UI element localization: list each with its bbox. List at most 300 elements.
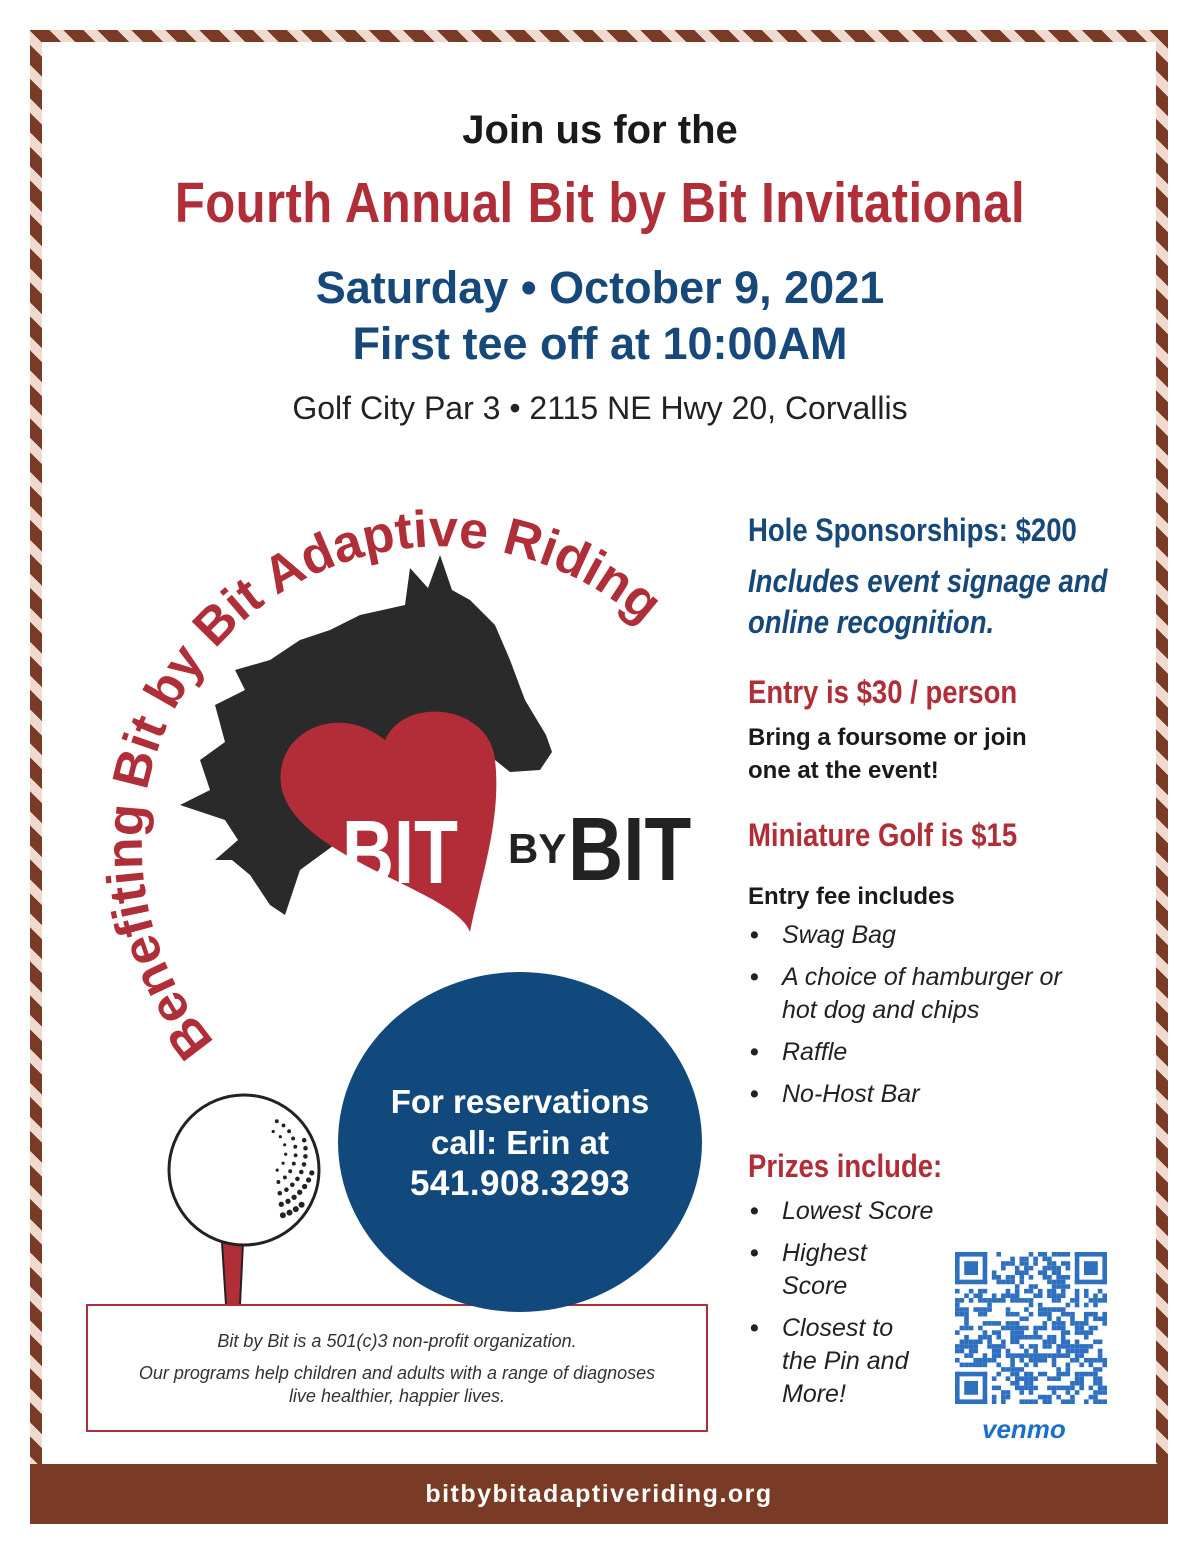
qr-module [1061, 1330, 1066, 1335]
qr-module [1001, 1280, 1006, 1285]
qr-module [1098, 1386, 1103, 1391]
qr-module [1089, 1330, 1094, 1335]
qr-module [1079, 1376, 1084, 1381]
qr-module [1024, 1363, 1029, 1368]
qr-module [992, 1321, 997, 1326]
qr-module [1075, 1252, 1080, 1284]
qr-module [1010, 1257, 1015, 1262]
qr-module [1079, 1349, 1084, 1354]
qr-module [1006, 1349, 1011, 1354]
qr-module [1084, 1372, 1089, 1377]
qr-module [969, 1289, 974, 1294]
qr-module [1001, 1261, 1006, 1266]
venmo-qr-code[interactable] [955, 1252, 1107, 1404]
qr-module [1010, 1312, 1015, 1317]
qr-module [955, 1358, 960, 1363]
mini-golf-heading: Miniature Golf is $15 [748, 817, 1018, 853]
qr-module [1066, 1386, 1071, 1391]
qr-module [978, 1307, 983, 1312]
qr-module [1056, 1266, 1061, 1271]
qr-module [1006, 1321, 1011, 1326]
qr-module [1010, 1340, 1015, 1345]
qr-module [1001, 1298, 1006, 1303]
qr-module [1043, 1266, 1048, 1271]
qr-module [1056, 1293, 1061, 1298]
qr-module [1010, 1381, 1015, 1386]
qr-module [1089, 1395, 1094, 1400]
qr-module [1052, 1358, 1057, 1363]
qr-module [992, 1353, 997, 1358]
qr-module [964, 1363, 969, 1368]
qr-module [1043, 1344, 1048, 1349]
qr-module [1070, 1386, 1075, 1391]
qr-module [1010, 1298, 1015, 1303]
list-item: • Raffle [748, 1036, 1158, 1069]
qr-module [1047, 1353, 1052, 1358]
qr-module [978, 1293, 983, 1298]
qr-module [1047, 1275, 1052, 1280]
golf-ball-dimple [276, 1169, 279, 1172]
qr-module [960, 1340, 965, 1345]
golf-ball-dimple [293, 1206, 299, 1212]
qr-module [1024, 1298, 1029, 1303]
qr-module [1029, 1381, 1034, 1386]
footer-bar [30, 1464, 1168, 1524]
qr-module [1061, 1399, 1066, 1404]
event-date: Saturday • October 9, 2021 [315, 262, 885, 313]
qr-module [969, 1353, 974, 1358]
qr-module [1075, 1349, 1080, 1354]
qr-module [1102, 1358, 1107, 1363]
qr-module [1075, 1390, 1080, 1395]
golf-ball-dimple [291, 1195, 296, 1200]
qr-module [1029, 1266, 1034, 1271]
mini-golf-section [748, 817, 1158, 854]
includes-list [748, 919, 1158, 1111]
golf-ball-dimple [284, 1187, 289, 1192]
qr-module [1052, 1266, 1057, 1271]
golf-ball-dimple [288, 1169, 292, 1173]
qr-module [1089, 1363, 1094, 1368]
qr-module [1038, 1353, 1043, 1358]
qr-module [1093, 1372, 1098, 1377]
golf-ball-dimple [279, 1135, 282, 1138]
qr-module [1006, 1395, 1011, 1400]
includes-heading: Entry fee includes [748, 883, 955, 910]
qr-module [1056, 1307, 1061, 1312]
qr-module [1024, 1335, 1029, 1340]
qr-module [1015, 1353, 1020, 1358]
qr-module [955, 1372, 987, 1377]
qr-module [1019, 1270, 1024, 1275]
qr-module [1010, 1330, 1015, 1335]
qr-module [964, 1321, 969, 1326]
qr-module [1033, 1330, 1038, 1335]
qr-module [1075, 1372, 1080, 1377]
qr-module [1010, 1335, 1015, 1340]
qr-module [1001, 1399, 1006, 1404]
qr-module [1079, 1330, 1084, 1335]
qr-module [1066, 1261, 1071, 1266]
qr-module [1043, 1326, 1048, 1331]
qr-module [1061, 1280, 1066, 1285]
golf-ball-dimple [297, 1190, 302, 1195]
qr-module [1038, 1335, 1043, 1340]
qr-module [1084, 1289, 1089, 1294]
qr-module [1093, 1367, 1098, 1372]
qr-module [1061, 1307, 1066, 1312]
qr-module [1098, 1358, 1103, 1363]
qr-module [996, 1298, 1001, 1303]
qr-module [1043, 1275, 1048, 1280]
golf-ball-dimple [283, 1143, 286, 1146]
qr-module [1029, 1353, 1034, 1358]
qr-module [1015, 1367, 1020, 1372]
qr-module [1010, 1275, 1015, 1280]
qr-module [1098, 1367, 1103, 1372]
qr-module [969, 1363, 974, 1368]
qr-module [1019, 1399, 1024, 1404]
qr-module [1043, 1257, 1048, 1262]
qr-module [1052, 1335, 1057, 1340]
qr-module [1075, 1376, 1080, 1381]
sponsorship-heading: Hole Sponsorships: $200 [748, 512, 1077, 548]
qr-module [1006, 1289, 1011, 1294]
qr-module [1001, 1344, 1006, 1349]
qr-module [983, 1312, 988, 1317]
qr-module [964, 1326, 969, 1331]
list-item: • Swag Bag [748, 919, 1158, 952]
qr-module [973, 1344, 978, 1349]
reservation-circle [338, 972, 702, 1312]
qr-module [1093, 1399, 1098, 1404]
nonprofit-info-box [86, 1304, 708, 1432]
qr-module [996, 1344, 1001, 1349]
qr-module [1024, 1376, 1029, 1381]
qr-module [1066, 1349, 1071, 1354]
qr-module [1015, 1340, 1020, 1345]
qr-module [1061, 1289, 1066, 1294]
qr-module [973, 1307, 978, 1312]
qr-module [1056, 1376, 1061, 1381]
qr-module [1010, 1353, 1015, 1358]
qr-module [1089, 1326, 1094, 1331]
qr-module [1029, 1289, 1034, 1294]
qr-module [1093, 1340, 1098, 1345]
qr-module [1093, 1381, 1098, 1386]
qr-module [1070, 1344, 1075, 1349]
includes-section [748, 880, 1158, 1120]
qr-module [1052, 1289, 1057, 1294]
qr-module [1029, 1399, 1034, 1404]
qr-module [992, 1275, 997, 1280]
qr-module [1001, 1390, 1006, 1395]
qr-module [996, 1386, 1001, 1391]
qr-module [1019, 1326, 1024, 1331]
qr-module [992, 1395, 997, 1400]
qr-module [1024, 1261, 1029, 1266]
qr-module [1102, 1363, 1107, 1368]
qr-module [1047, 1316, 1052, 1321]
qr-module [1061, 1326, 1066, 1331]
qr-module [1047, 1261, 1052, 1266]
qr-module [1015, 1289, 1020, 1294]
qr-module [1056, 1316, 1061, 1321]
qr-module [1033, 1353, 1038, 1358]
qr-module [1061, 1261, 1066, 1266]
qr-module [1056, 1280, 1061, 1285]
qr-module [1029, 1284, 1034, 1289]
golf-ball-dimple [292, 1162, 296, 1166]
qr-module [1066, 1312, 1071, 1317]
qr-module [1070, 1312, 1075, 1317]
qr-module [996, 1321, 1001, 1326]
qr-module [1024, 1289, 1029, 1294]
website-link[interactable]: bitbybitadaptiveriding.org [425, 1479, 773, 1508]
qr-module [1015, 1270, 1020, 1275]
qr-module [1015, 1386, 1020, 1391]
reservation-phone[interactable]: 541.908.3293 [409, 1163, 631, 1203]
qr-module [983, 1353, 988, 1358]
qr-module [1029, 1303, 1034, 1308]
qr-module [1029, 1298, 1034, 1303]
qr-module [1001, 1293, 1006, 1298]
qr-module [964, 1340, 969, 1345]
qr-module [964, 1344, 969, 1349]
qr-module [1015, 1312, 1020, 1317]
qr-module [1098, 1349, 1103, 1354]
qr-module [955, 1252, 960, 1284]
qr-module [1070, 1316, 1075, 1321]
qr-module [1070, 1381, 1075, 1386]
qr-module [1066, 1390, 1071, 1395]
qr-module [1038, 1289, 1043, 1294]
qr-module [992, 1376, 997, 1381]
qr-module [1066, 1340, 1071, 1345]
qr-module [1001, 1340, 1006, 1345]
qr-module [1019, 1257, 1024, 1262]
qr-module [1038, 1307, 1043, 1312]
qr-module [1006, 1261, 1011, 1266]
qr-module [1010, 1358, 1015, 1363]
qr-module [973, 1293, 978, 1298]
qr-module [1029, 1372, 1034, 1377]
qr-module [1043, 1399, 1048, 1404]
qr-module [983, 1358, 988, 1363]
qr-module [964, 1335, 969, 1340]
qr-module [955, 1372, 960, 1404]
qr-module [1089, 1386, 1094, 1391]
qr-module [1089, 1312, 1094, 1317]
benefiting-arc-text: Benefiting Bit by Bit Adaptive Riding [95, 500, 673, 1071]
sponsorship-section [748, 512, 1158, 643]
qr-module [1019, 1367, 1024, 1372]
qr-module [1102, 1321, 1107, 1326]
golf-ball-dimple [279, 1202, 284, 1207]
qr-module [1079, 1363, 1084, 1368]
qr-module [1056, 1344, 1061, 1349]
qr-module [1043, 1358, 1048, 1363]
qr-module [1038, 1372, 1043, 1377]
qr-module [1056, 1270, 1061, 1275]
qr-module [1070, 1399, 1075, 1404]
qr-module [1006, 1353, 1011, 1358]
qr-module [983, 1363, 988, 1368]
qr-module [1033, 1261, 1038, 1266]
qr-module [1061, 1321, 1066, 1326]
qr-module [1015, 1330, 1020, 1335]
qr-module [992, 1349, 997, 1354]
qr-module [1056, 1284, 1061, 1289]
qr-module [1015, 1376, 1020, 1381]
qr-module [1015, 1381, 1020, 1386]
golf-ball-dimple [295, 1177, 300, 1182]
qr-module [1084, 1312, 1089, 1317]
qr-module [1024, 1381, 1029, 1386]
qr-module [1089, 1344, 1094, 1349]
qr-module [1093, 1316, 1098, 1321]
qr-module [1066, 1303, 1071, 1308]
qr-module [1098, 1289, 1103, 1294]
qr-module [1052, 1293, 1057, 1298]
qr-module [1061, 1312, 1066, 1317]
qr-module [964, 1312, 969, 1317]
qr-module [955, 1349, 960, 1354]
qr-module [1015, 1266, 1020, 1271]
logo-by: BY [508, 825, 567, 872]
qr-module [1061, 1284, 1066, 1289]
qr-module [955, 1280, 987, 1285]
qr-module [1024, 1307, 1029, 1312]
qr-module [1043, 1353, 1048, 1358]
qr-module [964, 1293, 969, 1298]
sponsorship-detail-line2: online recognition. [748, 604, 995, 640]
qr-module [1038, 1312, 1043, 1317]
qr-module [1056, 1275, 1061, 1280]
reservation-line1: For reservations [390, 1082, 650, 1120]
qr-module [1029, 1312, 1034, 1317]
qr-module [1079, 1344, 1084, 1349]
qr-module [1056, 1326, 1061, 1331]
qr-module [1047, 1293, 1052, 1298]
golf-ball-dimple [302, 1162, 307, 1167]
qr-module [992, 1399, 997, 1404]
golf-ball-dimple [282, 1123, 286, 1127]
qr-module [1056, 1395, 1061, 1400]
qr-module [1015, 1298, 1020, 1303]
qr-module [983, 1307, 988, 1312]
qr-module [1061, 1372, 1066, 1377]
qr-module [1084, 1344, 1089, 1349]
qr-module [987, 1307, 992, 1312]
qr-module [1029, 1358, 1034, 1363]
qr-module [960, 1349, 965, 1354]
qr-module [987, 1340, 992, 1345]
golf-ball-icon [169, 1095, 319, 1305]
qr-module [1029, 1252, 1034, 1257]
qr-module [1024, 1270, 1029, 1275]
qr-module [955, 1399, 987, 1404]
qr-module [960, 1363, 965, 1368]
qr-module [1093, 1326, 1098, 1331]
golf-ball-dimple [293, 1145, 297, 1149]
qr-module [1061, 1275, 1066, 1280]
golf-ball-dimple [302, 1138, 307, 1143]
qr-module [1093, 1358, 1098, 1363]
qr-module [973, 1349, 978, 1354]
qr-module [969, 1326, 974, 1331]
qr-module [1006, 1293, 1011, 1298]
golf-ball-dimple [306, 1177, 311, 1182]
tee-time: First tee off at 10:00AM [352, 318, 848, 369]
qr-module [1047, 1376, 1052, 1381]
qr-module [1098, 1399, 1103, 1404]
qr-module [955, 1298, 960, 1303]
qr-module [1052, 1390, 1057, 1395]
qr-module [1093, 1390, 1098, 1395]
qr-module [1033, 1386, 1038, 1391]
golf-ball-dimple [309, 1170, 314, 1175]
qr-module [964, 1307, 969, 1312]
golf-ball-dimple [291, 1137, 295, 1141]
qr-module [1033, 1349, 1038, 1354]
sponsorship-detail [748, 561, 1152, 643]
qr-module [978, 1358, 983, 1363]
qr-module [955, 1307, 960, 1312]
qr-module [983, 1298, 988, 1303]
qr-module [992, 1270, 997, 1275]
qr-module [996, 1330, 1001, 1335]
golf-ball-dimple [294, 1153, 298, 1157]
qr-module [996, 1372, 1001, 1377]
golf-ball-dimple [287, 1210, 293, 1216]
sponsorship-detail-line1: Includes event signage and [748, 563, 1108, 599]
qr-module [1075, 1340, 1080, 1345]
qr-module [1052, 1321, 1057, 1326]
qr-module [987, 1298, 992, 1303]
qr-module [1010, 1367, 1015, 1372]
qr-module [1029, 1335, 1034, 1340]
qr-module [1102, 1252, 1107, 1284]
qr-module [1001, 1266, 1006, 1271]
qr-module [1043, 1372, 1048, 1377]
qr-module [1102, 1390, 1107, 1395]
qr-module [1047, 1399, 1052, 1404]
qr-module [992, 1386, 997, 1391]
qr-module [1043, 1252, 1048, 1257]
qr-module [955, 1303, 960, 1308]
qr-module [1075, 1289, 1080, 1294]
qr-module [964, 1353, 969, 1358]
qr-module [983, 1252, 988, 1284]
qr-module [1019, 1386, 1024, 1391]
qr-module [1075, 1293, 1080, 1298]
qr-module [978, 1363, 983, 1368]
qr-module [1006, 1390, 1011, 1395]
qr-module [1052, 1270, 1057, 1275]
qr-module [1102, 1312, 1107, 1317]
qr-module [1075, 1344, 1080, 1349]
qr-module [1029, 1275, 1034, 1280]
qr-module [1056, 1252, 1061, 1257]
qr-module [983, 1335, 988, 1340]
golf-ball-dimple [287, 1129, 291, 1133]
qr-module [1001, 1367, 1006, 1372]
qr-module [1024, 1386, 1029, 1391]
qr-module [1061, 1252, 1066, 1257]
qr-module [1029, 1390, 1034, 1395]
qr-module [1047, 1335, 1052, 1340]
